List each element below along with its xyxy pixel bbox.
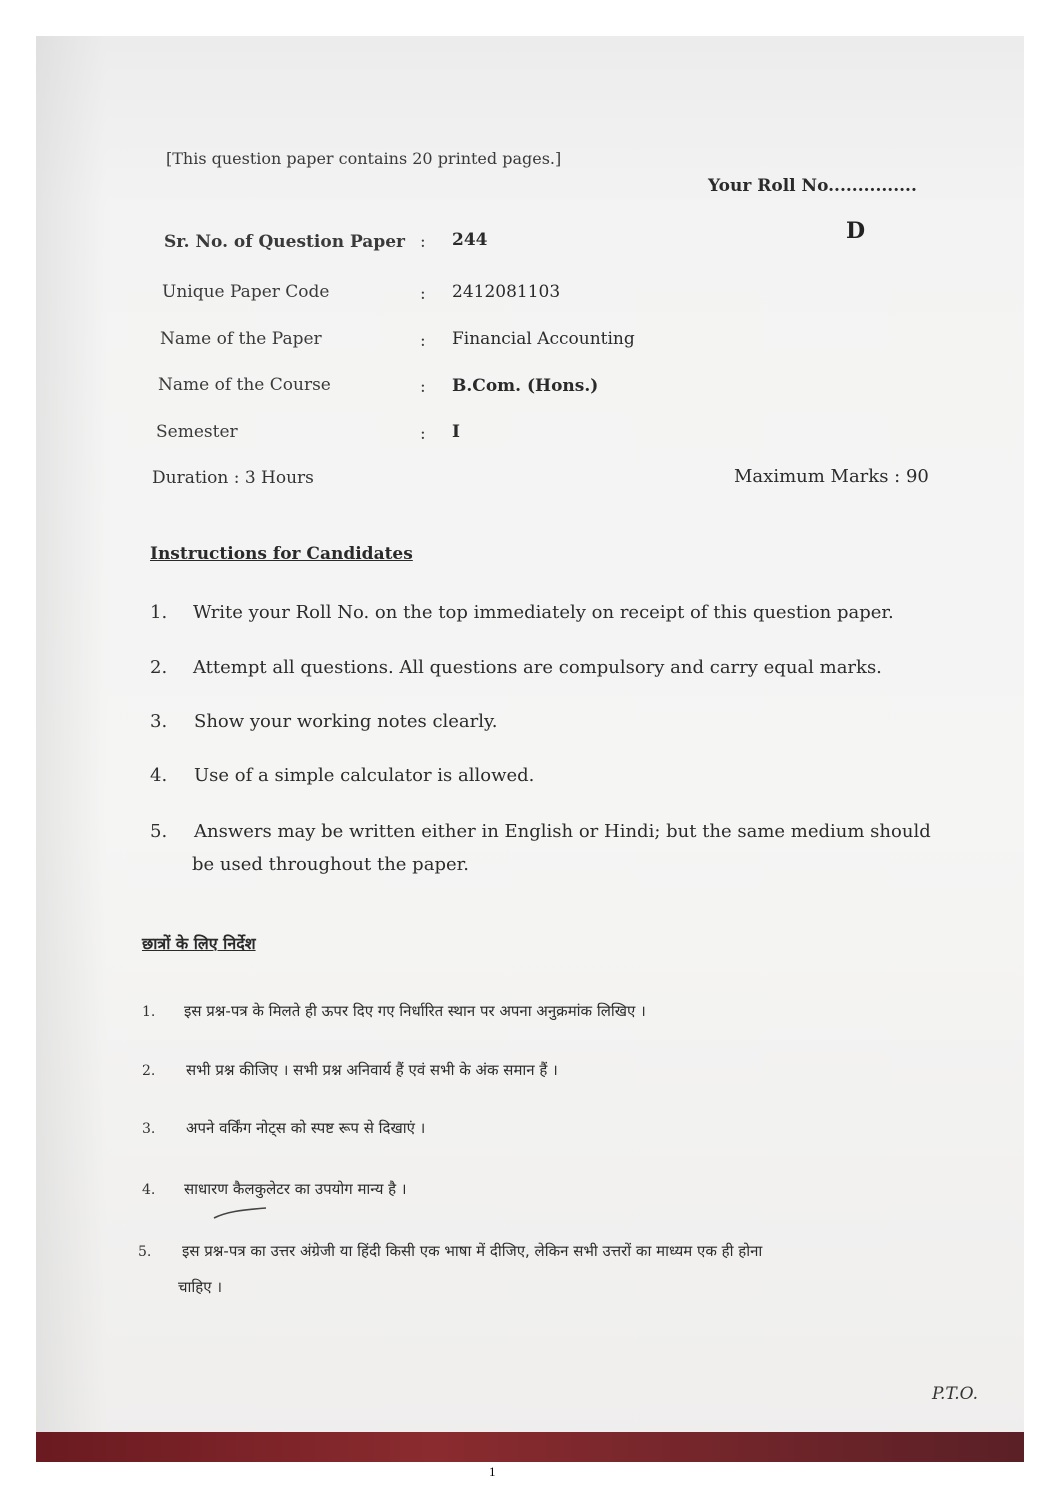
- meta-colon: :: [420, 377, 426, 397]
- instruction-number: 5.: [150, 821, 168, 842]
- instruction-text: Answers may be written either in English or Hindi; but the same medium should: [194, 821, 931, 842]
- hindi-instruction-text-continued: चाहिए ।: [178, 1278, 223, 1296]
- please-turn-over: P.T.O.: [932, 1384, 978, 1404]
- instructions-title: Instructions for Candidates: [150, 544, 413, 564]
- instruction-text: Use of a simple calculator is allowed.: [194, 765, 535, 786]
- hindi-instruction-text: अपने वर्किंग नोट्स को स्पष्ट रूप से दिखाएं ।: [186, 1119, 426, 1137]
- instruction-number: 4.: [150, 765, 168, 786]
- printed-pages-note: [This question paper contains 20 printed pages.]: [166, 149, 562, 168]
- hindi-instruction-text: इस प्रश्न-पत्र के मिलते ही ऊपर दिए गए निर्धारित स्थान पर अपना अनुक्रमांक लिखिए ।: [184, 1002, 646, 1020]
- instruction-text-continued: be used throughout the paper.: [192, 854, 469, 875]
- meta-colon: :: [420, 424, 426, 444]
- meta-label-course-name: Name of the Course: [158, 375, 331, 395]
- meta-label-paper-name: Name of the Paper: [160, 329, 322, 349]
- meta-colon: :: [420, 232, 426, 252]
- page-number: 1: [489, 1464, 496, 1479]
- instruction-text: Write your Roll No. on the top immediately on receipt of this question paper.: [193, 602, 894, 623]
- meta-colon: :: [420, 331, 426, 351]
- photo-background-strip: [36, 1432, 1024, 1462]
- instruction-number: 2.: [150, 657, 168, 678]
- meta-value-paper-name: Financial Accounting: [452, 329, 635, 349]
- hindi-instruction-number: 4.: [142, 1182, 156, 1198]
- hindi-instruction-text: इस प्रश्न-पत्र का उत्तर अंग्रेजी या हिंदी किसी एक भाषा में दीजिए, लेकिन सभी उत्तरों का माध्यम एक ही होना: [182, 1242, 763, 1260]
- meta-value-paper-code: 2412081103: [452, 282, 561, 302]
- meta-value-semester: I: [452, 422, 460, 442]
- meta-label-paper-code: Unique Paper Code: [162, 282, 330, 302]
- hindi-instruction-number: 5.: [138, 1244, 152, 1260]
- instruction-number: 1.: [150, 602, 168, 623]
- instruction-text: Show your working notes clearly.: [194, 711, 498, 732]
- instruction-text: Attempt all questions. All questions are compulsory and carry equal marks.: [193, 657, 882, 678]
- pen-mark: [212, 1204, 272, 1224]
- page-shadow: [36, 36, 106, 1462]
- meta-label-sr-no: Sr. No. of Question Paper: [164, 232, 405, 252]
- paper-set-letter: D: [846, 218, 866, 244]
- meta-value-course-name: B.Com. (Hons.): [452, 376, 599, 396]
- duration: Duration : 3 Hours: [152, 468, 314, 488]
- meta-label-semester: Semester: [156, 422, 238, 442]
- instruction-number: 3.: [150, 711, 168, 732]
- hindi-instruction-text: साधारण कैलकुलेटर का उपयोग मान्य है ।: [184, 1180, 407, 1198]
- hindi-instruction-text: सभी प्रश्न कीजिए । सभी प्रश्न अनिवार्य हैं एवं सभी के अंक समान हैं ।: [186, 1061, 558, 1079]
- maximum-marks: Maximum Marks : 90: [734, 466, 929, 487]
- scanned-photo: [36, 36, 1024, 1462]
- roll-number-field: Your Roll No...............: [708, 176, 917, 196]
- hindi-instruction-number: 2.: [142, 1063, 156, 1079]
- hindi-instruction-number: 1.: [142, 1004, 156, 1020]
- hindi-instructions-title: छात्रों के लिए निर्देश: [142, 934, 256, 953]
- meta-value-sr-no: 244: [452, 230, 488, 250]
- hindi-instruction-number: 3.: [142, 1121, 156, 1137]
- meta-colon: :: [420, 284, 426, 304]
